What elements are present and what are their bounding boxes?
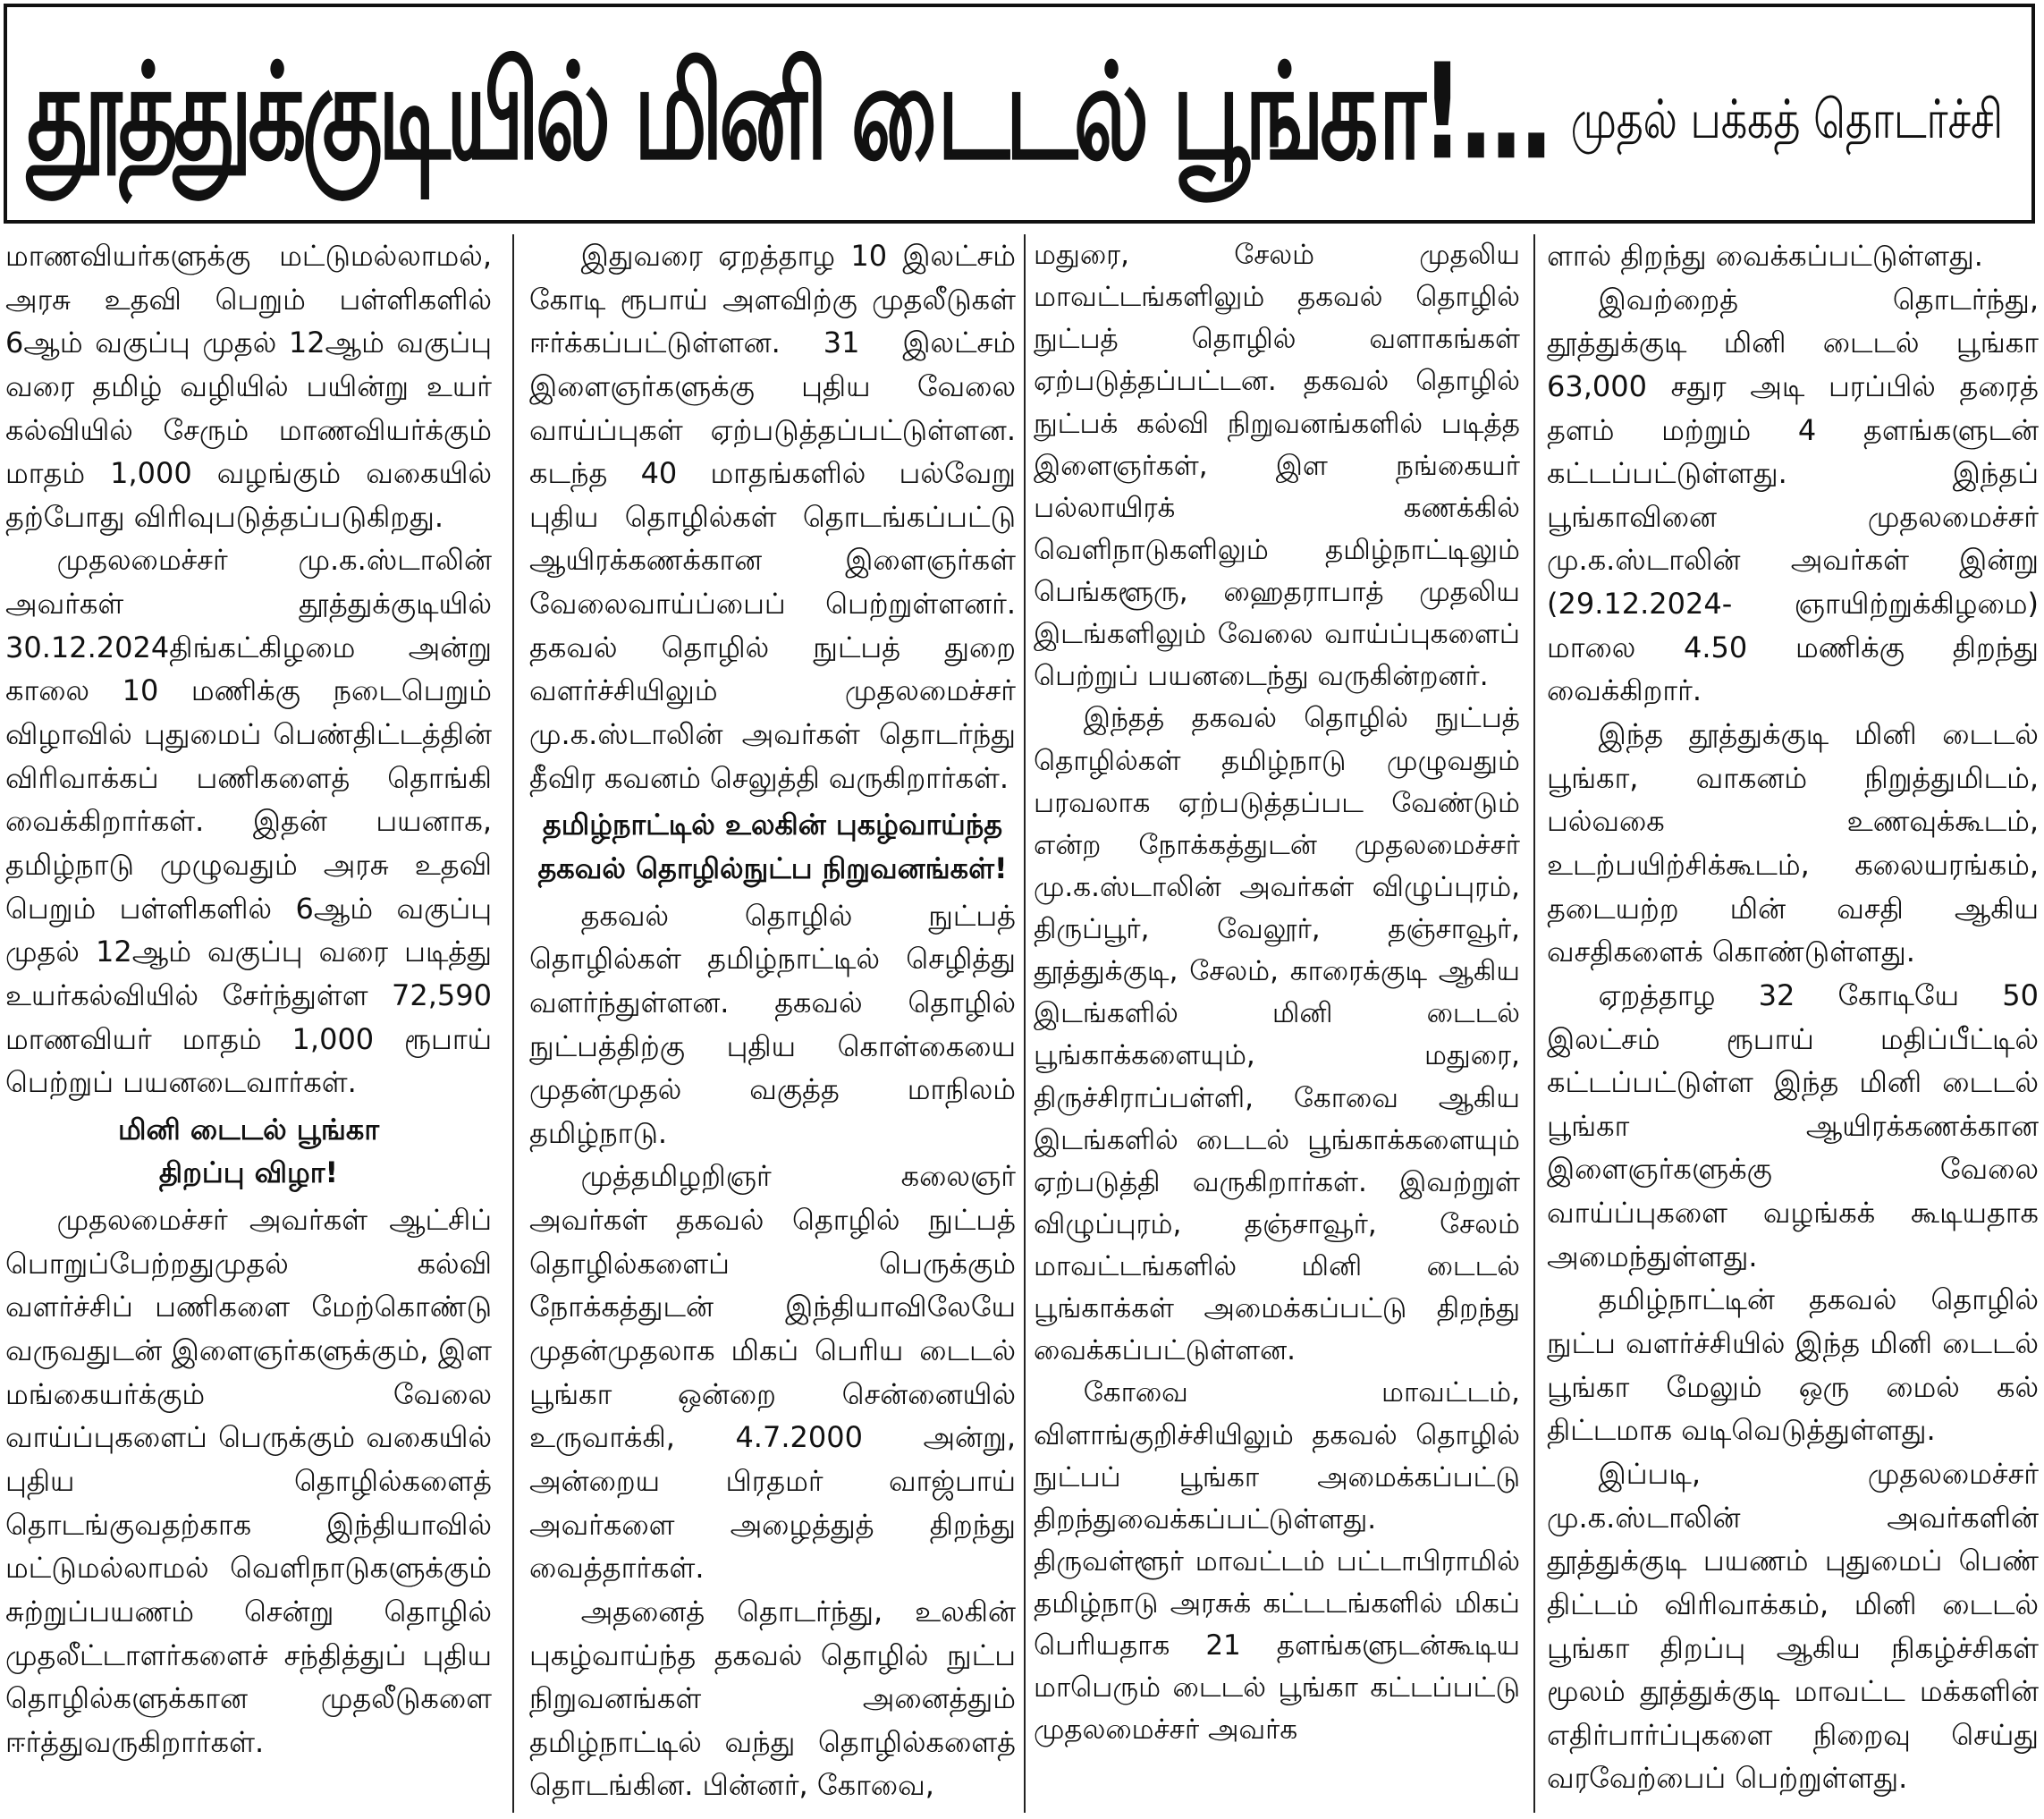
paragraph: இந்தத் தகவல் தொழில் நுட்பத் தொழில்கள் தமிழ்நாடு முழுவதும் பரவலாக ஏற்படுத்தப்பட வேண்டும் என்ற நோக்கத்துடன் முதலமைச்சர் மு.க.ஸ்டாலின் அவர்கள் விழுப்புரம், திருப்பூர், வேலூர், தஞ்சாவூர், தூத்துக்குடி, சேலம், காரைக்குடி ஆகிய இடங்களில் மினி டைடல் பூங்காக்களையும், மதுரை, திருச்சிராப்பள்ளி, கோவை ஆகிய இடங்களில் டைடல் பூங்காக்களையும் ஏற்படுத்தி வருகிறார்கள். இவற்றுள் விழுப்புரம், தஞ்சாவூர், சேலம் மாவட்டங்களில் மினி டைடல் பூங்காக்கள் அமைக்கப்பட்டு திறந்து வைக்கப்பட்டுள்ளன. [1034, 702, 1520, 1367]
paragraph: மதுரை, சேலம் முதலிய மாவட்டங்களிலும் தகவல் தொழில் நுட்பத் தொழில் வளாகங்கள் ஏற்படுத்தப்பட்டன. தகவல் தொழில் நுட்பக் கல்வி நிறுவனங்களில் படித்த இளைஞர்கள், இள நங்கையர் பல்லாயிரக் கணக்கில் வெளிநாடுகளிலும் தமிழ்நாட்டிலும் பெங்களூரு, ஹைதராபாத் முதலிய இடங்களிலும் வேலை வாய்ப்புகளைப் பெற்றுப் பயனடைந்து வருகின்றனர். [1034, 239, 1520, 693]
subheading-line: திறப்பு விழா! [158, 1155, 339, 1190]
column-2 [529, 234, 1016, 1810]
paragraph: இந்த தூத்துக்குடி மினி டைடல் பூங்கா, வாகனம் நிறுத்துமிடம், பல்வகை உணவுக்கூடம், உடற்பயிற்சிக்கூடம், கலையரங்கம், தடையற்ற மின் வசதி ஆகிய வசதிகளைக் கொண்டுள்ளது. [1547, 717, 2039, 969]
subheading-line: மினி டைடல் பூங்கா [117, 1112, 380, 1146]
headline-box [4, 4, 2035, 224]
paragraph: முதலமைச்சர் மு.க.ஸ்டாலின் அவர்கள் தூத்துக்குடியில் 30.12.2024திங்கட்கிழமை அன்று காலை 10 மணிக்கு நடைபெறும் விழாவில் புதுமைப் பெண்திட்டத்தின் விரிவாக்கப் பணிகளைத் தொங்கி வைக்கிறார்கள். இதன் பயனாக, தமிழ்நாடு முழுவதும் அரசு உதவி பெறும் பள்ளிகளில் 6ஆம் வகுப்பு முதல் 12ஆம் வகுப்பு வரை படித்து உயர்கல்வியில் சேர்ந்துள்ள 72,590 மாணவியர் மாதம் 1,000 ரூபாய் பெற்றுப் பயனடைவார்கள். [5, 543, 492, 1100]
subheading-line: தமிழ்நாட்டில் உலகின் புகழ்வாய்ந்த [542, 808, 1003, 842]
paragraph: முதலமைச்சர் அவர்கள் ஆட்சிப் பொறுப்பேற்றதுமுதல் கல்வி வளர்ச்சிப் பணிகளை மேற்கொண்டு வருவதுடன் இளைஞர்களுக்கும், இள மங்கையர்க்கும் வேலை வாய்ப்புகளைப் பெருக்கும் வகையில் புதிய தொழில்களைத் தொடங்குவதற்காக இந்தியாவில் மட்டுமல்லாமல் வெளிநாடுகளுக்கும் சுற்றுப்பயணம் சென்று தொழில் முதலீட்டாளர்களைச் சந்தித்துப் புதிய தொழில்களுக்கான முதலீடுகளை ஈர்த்துவருகிறார்கள். [5, 1203, 492, 1759]
headline-title: தூத்துக்குடியில் மினி டைடல் பூங்கா!... [27, 35, 1550, 190]
column-rule [512, 234, 514, 1813]
continuation-label: முதல் பக்கத் தொடர்ச்சி [1570, 87, 2004, 150]
subheading-line: தகவல் தொழில்நுட்ப நிறுவனங்கள்! [537, 850, 1008, 885]
column-rule [1533, 234, 1535, 1813]
subheading [529, 803, 1016, 890]
paragraph: மாணவியர்களுக்கு மட்டுமல்லாமல், அரசு உதவி பெறும் பள்ளிகளில் 6ஆம் வகுப்பு முதல் 12ஆம் வகுப்பு வரை தமிழ் வழியில் பயின்று உயர் கல்வியில் சேரும் மாணவியர்க்கும் மாதம் 1,000 வழங்கும் வகையில் தற்போது விரிவுபடுத்தப்படுகிறது. [5, 239, 492, 534]
paragraph: இப்படி, முதலமைச்சர் மு.க.ஸ்டாலின் அவர்களின் தூத்துக்குடி பயணம் புதுமைப் பெண் திட்டம் விரிவாக்கம், மினி டைடல் பூங்கா திறப்பு ஆகிய நிகழ்ச்சிகள் மூலம் தூத்துக்குடி மாவட்ட மக்களின் எதிர்பார்ப்புகளை நிறைவு செய்து வரவேற்பைப் பெற்றுள்ளது. [1547, 1456, 2039, 1796]
paragraph: அதனைத் தொடர்ந்து, உலகின் புகழ்வாய்ந்த தகவல் தொழில் நுட்ப நிறுவனங்கள் அனைத்தும் தமிழ்நாட்டில் வந்து தொழில்களைத் தொடங்கின. பின்னர், கோவை, [529, 1594, 1016, 1803]
paragraph: முத்தமிழறிஞர் கலைஞர் அவர்கள் தகவல் தொழில் நுட்பத் தொழில்களைப் பெருக்கும் நோக்கத்துடன் இந்தியாவிலேயே முதன்முதலாக மிகப் பெரிய டைடல் பூங்கா ஒன்றை சென்னையில் உருவாக்கி, 4.7.2000 அன்று, அன்றைய பிரதமர் வாஜ்பாய் அவர்களை அழைத்துத் திறந்து வைத்தார்கள். [529, 1159, 1016, 1586]
paragraph: ளால் திறந்து வைக்கப்பட்டுள்ளது. [1547, 239, 1983, 273]
paragraph: இவற்றைத் தொடர்ந்து, தூத்துக்குடி மினி டைடல் பூங்கா 63,000 சதுர அடி பரப்பில் தரைத் தளம் மற்றும் 4 தளங்களுடன் கட்டப்பட்டுள்ளது. இந்தப் பூங்காவினை முதலமைச்சர் மு.க.ஸ்டாலின் அவர்கள் இன்று (29.12.2024- ஞாயிற்றுக்கிழமை) மாலை 4.50 மணிக்கு திறந்து வைக்கிறார். [1547, 282, 2039, 708]
paragraph: தகவல் தொழில் நுட்பத் தொழில்கள் தமிழ்நாட்டில் செழித்து வளர்ந்துள்ளன. தகவல் தொழில் நுட்பத்திற்கு புதிய கொள்கையை முதன்முதல் வகுத்த மாநிலம் தமிழ்நாடு. [529, 898, 1016, 1150]
column-rule [1024, 234, 1026, 1813]
paragraph: இதுவரை ஏறத்தாழ 10 இலட்சம் கோடி ரூபாய் அளவிற்கு முதலீடுகள் ஈர்க்கப்பட்டுள்ளன. 31 இலட்சம் இளைஞர்களுக்கு புதிய வேலை வாய்ப்புகள் ஏற்படுத்தப்பட்டுள்ளன. கடந்த 40 மாதங்களில் பல்வேறு புதிய தொழில்கள் தொடங்கப்பட்டு ஆயிரக்கணக்கான இளைஞர்கள் வேலைவாய்ப்பைப் பெற்றுள்ளனர். தகவல் தொழில் நுட்பத் துறை வளர்ச்சியிலும் முதலமைச்சர் மு.க.ஸ்டாலின் அவர்கள் தொடர்ந்து தீவிர கவனம் செலுத்தி வருகிறார்கள். [529, 239, 1016, 795]
paragraph: கோவை மாவட்டம், விளாங்குறிச்சியிலும் தகவல் தொழில் நுட்பப் பூங்கா அமைக்கப்பட்டு திறந்துவைக்கப்பட்டுள்ளது. திருவள்ளூர் மாவட்டம் பட்டாபிராமில் தமிழ்நாடு அரசுக் கட்டடங்களில் மிகப் பெரியதாக 21 தளங்களுடன்கூடிய மாபெரும் டைடல் பூங்கா கட்டப்பட்டு முதலமைச்சர் அவர்க [1034, 1376, 1520, 1747]
paragraph: தமிழ்நாட்டின் தகவல் தொழில் நுட்ப வளர்ச்சியில் இந்த மினி டைடல் பூங்கா மேலும் ஒரு மைல் கல் திட்டமாக வடிவெடுத்துள்ளது. [1547, 1282, 2039, 1448]
paragraph: ஏறத்தாழ 32 கோடியே 50 இலட்சம் ரூபாய் மதிப்பீட்டில் கட்டப்பட்டுள்ள இந்த மினி டைடல் பூங்கா ஆயிரக்கணக்கான இளைஞர்களுக்கு வேலை வாய்ப்புகளை வழங்கக் கூடியதாக அமைந்துள்ளது. [1547, 977, 2039, 1273]
column-1 [5, 234, 492, 1810]
column-3 [1034, 234, 1520, 1810]
subheading [5, 1108, 492, 1195]
column-4 [1547, 234, 2039, 1810]
